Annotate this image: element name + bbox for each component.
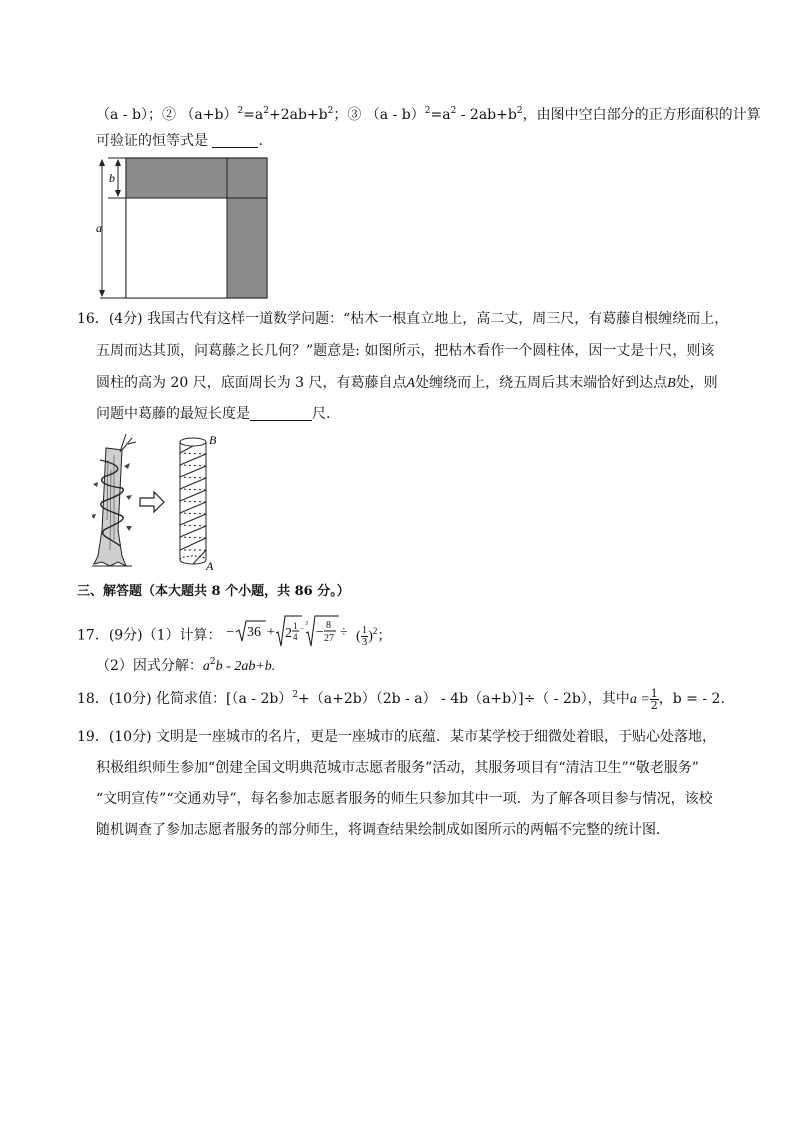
q18-a-eq: a = (629, 692, 650, 707)
q18-frac-num: 1 (650, 686, 658, 700)
q15-text-c: =a (243, 107, 264, 123)
q15-square-figure (92, 156, 272, 302)
svg-text:−: − (226, 625, 234, 640)
svg-text:4: 4 (293, 632, 298, 642)
svg-text:−: − (316, 625, 324, 640)
cylinder-with-spiral (180, 433, 217, 572)
q15-exp-3: 2 (327, 106, 334, 116)
q18-frac-den: 2 (650, 698, 658, 712)
q17-formula (226, 613, 356, 649)
q17-part2-rest: b - 2ab+b. (215, 659, 276, 674)
tree-with-vine-illustration (92, 434, 136, 566)
q15-answer-blank[interactable] (212, 147, 258, 148)
svg-text:1: 1 (293, 621, 298, 631)
q16-label-b: B (209, 433, 217, 447)
q16-unit: 尺. (312, 406, 331, 422)
q15-label-b: b (109, 171, 115, 185)
q19-line1: 19．(10分) 文明是一座城市的名片，更是一座城市的底蕴．某市某学校于细微处着眼，于贴心处落地， (77, 729, 717, 745)
svg-text:27: 27 (324, 633, 335, 644)
q17-part2-prefix: （2）因式分解： (96, 658, 203, 674)
q16-line2: 五周而达其顶，问葛藤之长几何？”题意是: 如图所示，把枯木看作一个圆柱体，因一丈是十尺，则该 (96, 343, 715, 359)
q18-frac (650, 688, 659, 711)
q16-label-a: A (206, 559, 214, 572)
q18-b-eq: ，b = - 2. (658, 691, 725, 707)
q17-part2-expr: a (202, 659, 210, 674)
q15-text-d: +2ab+b (268, 107, 328, 123)
svg-text:+: + (267, 625, 275, 640)
q17-frac: $\frac{1}{3}$ (361, 623, 368, 648)
q15-text-e: ；③ （a - b） (333, 107, 425, 123)
q16-line3-c: 处，则 (675, 375, 718, 391)
q16-line3-b: 处缠绕而上，绕五周后其末端恰好到达点 (415, 375, 668, 391)
q17-prefix: 17．(9分)（1）计算： (77, 627, 222, 644)
q15-line2 (96, 131, 263, 151)
q15-exp-4: 2 (424, 106, 431, 116)
q15-exp-1: 2 (237, 106, 244, 116)
q16-answer-blank[interactable] (250, 420, 312, 421)
q19-line3: “文明宣传”“交通劝导”，每名参加志愿者服务的师生只参加其中一项．为了解各项目参与情况，该校 (96, 791, 713, 807)
q16-point-b: B (667, 376, 676, 391)
q18-mid: +（a+2b）（2b - a） - 4b（a+b）]÷（ - 2b），其中 (298, 691, 630, 707)
svg-text:8: 8 (326, 620, 332, 631)
q16-line4 (96, 404, 330, 424)
svg-text:2: 2 (285, 626, 293, 641)
q15-exp-5: 2 (450, 106, 457, 116)
q17-tail: ( $\frac{1}{3}$ )$^2$； (356, 623, 392, 648)
q16-question-text: 问题中葛藤的最短长度是 (96, 406, 250, 422)
q15-period: . (258, 133, 263, 149)
q15-question-text: 可验证的恒等式是 (96, 133, 208, 149)
q16-line3 (96, 373, 718, 394)
q19-line2: 积极组织师生参加“创建全国文明典范城市志愿者服务”活动，其服务项目有“清洁卫生”“敬老服务” (96, 760, 699, 776)
svg-text:3: 3 (305, 621, 309, 627)
q18-line: 18．(10分) 化简求值：[（a - 2b）$^2$+（a+2b）（2b - a） - 4b（a+b）]÷（ - 2b），其中a = $\frac{1}{2}$ ，b = - 2. (77, 686, 725, 712)
right-arrow-icon (140, 492, 164, 512)
q16-vine-figure (92, 430, 232, 572)
q15-text-h: ，由图中空白部分的正方形面积的计算 (522, 107, 761, 123)
q15-text-g: - 2ab+b (456, 107, 517, 123)
q19-line4: 随机调查了参加志愿者服务的部分师生，将调查结果绘制成如图所示的两幅不完整的统计图． (96, 822, 670, 838)
svg-text:−: − (300, 625, 304, 633)
q16-line1: 16．(4分) 我国古代有这样一道数学问题：“枯木一根直立地上，高二丈，周三尺，有葛藤自根缠绕而上， (77, 311, 729, 327)
section-heading: 三、解答题（本大题共 8 个小题，共 86 分。） (77, 584, 350, 599)
svg-text:36: 36 (247, 625, 262, 640)
q15-line1 (96, 101, 761, 125)
q15-label-a: a (96, 221, 102, 235)
q15-text-f: =a (430, 107, 451, 123)
svg-text:÷: ÷ (340, 625, 348, 640)
q17-line2: （2）因式分解：$a^2b - 2ab+b$. (96, 657, 276, 674)
q16-line3-a: 圆柱的高为 20 尺，底面周长为 3 尺，有葛藤自点 (96, 375, 407, 391)
q15-exp-6: 2 (516, 106, 523, 116)
q16-point-a: A (406, 376, 416, 391)
q15-text-a: （a - b）；② （a+b） (96, 107, 238, 123)
q15-exp-2: 2 (263, 106, 269, 116)
q18-prefix: 18．(10分) 化简求值：[（a - 2b） (77, 691, 293, 707)
